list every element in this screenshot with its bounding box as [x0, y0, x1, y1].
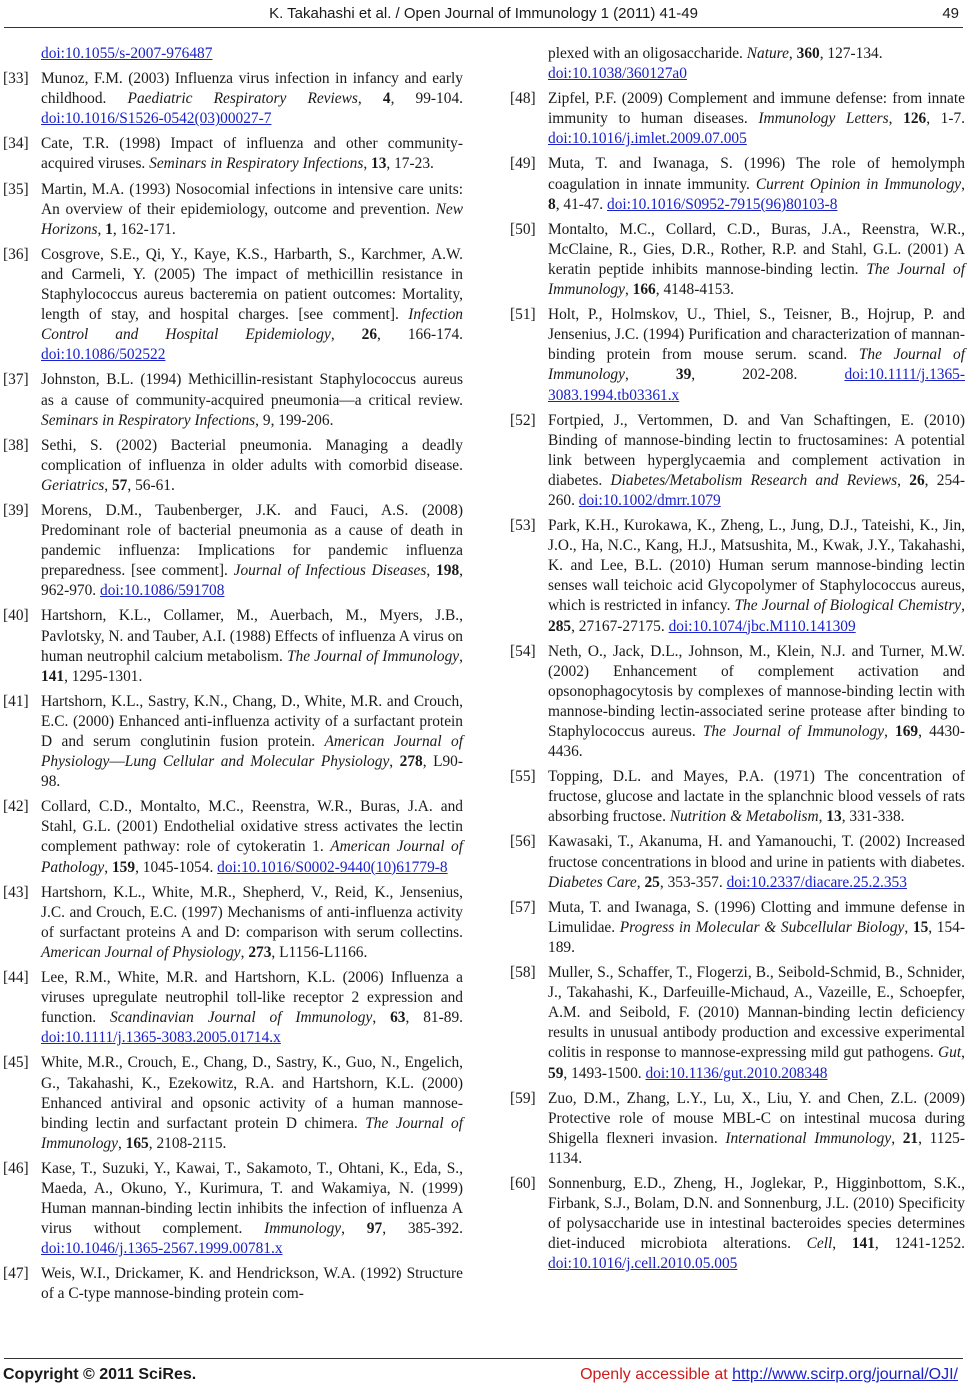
- reference-number: [39]: [3, 501, 29, 519]
- reference-number: [47]: [3, 1265, 29, 1283]
- journal-name: Diabetes/Metabolism Research and Reviews: [610, 471, 898, 489]
- reference-number: [56]: [510, 833, 536, 851]
- reference-entry: [41] Hartshorn, K.L., Sastry, K.N., Chang, D., White, M.R. and Crouch, E.C. (2000) Enhanced anti-influenza activity of a surfactant protein D and serum conglutinin fusion protein. American Journal of Physiology―Lung Cellular and Molecular Physiology, 278, L90-98.: [3, 692, 463, 791]
- reference-entry: [57] Muta, T. and Iwanaga, S. (1996) Clotting and immune defense in Limulidae. Progress in Molecular & Subcellular Biology, 15, 154-189.: [510, 898, 965, 956]
- journal-name: Immunology Letters: [758, 110, 889, 128]
- doi-link[interactable]: doi:10.2337/diacare.25.2.353: [726, 873, 907, 891]
- journal-name: Seminars in Respiratory Infections: [149, 155, 364, 173]
- volume: 141: [851, 1235, 875, 1253]
- journal-name: Progress in Molecular & Subcellular Biology: [619, 918, 905, 936]
- volume: 26: [361, 326, 378, 344]
- volume: 278: [399, 753, 423, 771]
- volume: 1: [105, 220, 113, 238]
- journal-name: American Journal of Physiology―Lung Cellular and Molecular Physiology: [41, 733, 463, 771]
- volume: 13: [371, 155, 387, 173]
- reference-entry: [39] Morens, D.M., Taubenberger, J.K. and Fauci, A.S. (2008) Predominant role of bacterial pneumonia as a cause of death in pandemic influenza: Implications for pandemic influenza preparedness. [see comment]. Journal of Infectious Diseases, 198, 962-970. doi:10.1086/591708: [3, 501, 463, 600]
- reference-entry: [38] Sethi, S. (2002) Bacterial pneumonia. Managing a deadly complication of influenza in older adults with comorbid disease. Geriatrics, 57, 56-61.: [3, 436, 463, 494]
- journal-name: The Journal of Immunology: [548, 346, 965, 384]
- reference-number: [44]: [3, 969, 29, 987]
- reference-entry: [35] Martin, M.A. (1993) Nosocomial infections in intensive care units: An overview of their epidemiology, outcome and prevention. New Horizons, 1, 162-171.: [3, 180, 463, 238]
- journal-name: Paediatric Respiratory Reviews: [127, 90, 358, 108]
- doi-link[interactable]: doi:10.1016/j.imlet.2009.07.005: [548, 130, 747, 148]
- volume: 141: [41, 667, 65, 685]
- page-number: 49: [942, 5, 959, 22]
- reference-number: [38]: [3, 436, 29, 454]
- doi-link[interactable]: doi:10.1016/S1526-0542(03)00027-7: [41, 110, 272, 128]
- reference-number: [57]: [510, 898, 536, 916]
- volume: 4: [382, 90, 391, 108]
- doi-link[interactable]: doi:10.1074/jbc.M110.141309: [668, 617, 856, 635]
- reference-entry: [43] Hartshorn, K.L., White, M.R., Shepherd, V., Reid, K., Jensenius, J.C. and Crouch, E.C. (1997) Mechanisms of anti-influenza activity of surfactant proteins A and D: comparison with serum collectins. American Journal of Physiology, 273, L1156-L1166.: [3, 883, 463, 961]
- volume: 198: [436, 562, 460, 580]
- volume: 26: [909, 471, 925, 489]
- journal-name: The Journal of Immunology: [41, 1114, 463, 1152]
- reference-continuation: [3, 44, 463, 64]
- volume: 166: [632, 281, 656, 299]
- reference-number: [45]: [3, 1054, 29, 1072]
- reference-number: [58]: [510, 964, 536, 982]
- doi-link[interactable]: doi:10.1086/502522: [41, 346, 166, 364]
- journal-name: The Journal of Immunology: [286, 647, 460, 665]
- doi-link[interactable]: doi:10.1086/591708: [100, 582, 225, 600]
- volume: 15: [912, 918, 929, 936]
- volume: 8: [548, 195, 556, 213]
- journal-name: New Horizons: [41, 200, 463, 238]
- reference-entry: [53] Park, K.H., Kurokawa, K., Zheng, L., Jung, D.J., Tateishi, K., Jin, J.O., Ha, N.C., Kang, H.J., Matsushita, M., Kwak, J.Y., Takahashi, K. and Lee, B.L. (2010) Human serum mannose-binding lectin senses wall teichoic acid Glycopolymer of Staphylococcus aureus, which is restricted in infancy. The Journal of Biological Chemistry, 285, 27167-27175. doi:10.1074/jbc.M110.141309: [510, 517, 965, 635]
- reference-entry: [33] Munoz, F.M. (2003) Influenza virus infection in infancy and early childhood. Paediatric Respiratory Reviews, 4, 99-104. doi:10.1016/S1526-0542(03)00027-7: [3, 70, 463, 128]
- reference-entry: [34] Cate, T.R. (1998) Impact of influenza and other community-acquired viruses. Seminars in Respiratory Infections, 13, 17-23.: [3, 135, 463, 173]
- reference-entry: [58] Muller, S., Schaffer, T., Flogerzi, B., Seibold-Schmid, B., Schnider, J., Takahashi, K., Darfeuille-Michaud, A., Vazeille, E., Schoepfer, A.M. and Seibold, F. (2010) Mannan-binding lectin deficiency results in unusual antibody production and excessive experimental colitis in response to mannose-expressing mild gut pathogens. Gut, 59, 1493-1500. doi:10.1136/gut.2010.208348: [510, 964, 965, 1082]
- reference-number: [60]: [510, 1174, 536, 1192]
- journal-name: Gut: [938, 1044, 962, 1062]
- journal-name: Diabetes Care: [548, 873, 637, 891]
- reference-entry: [54] Neth, O., Jack, D.L., Johnson, M., Klein, N.J. and Turner, M.W. (2002) Enhancement of complement activation and opsonophagocytosis by complexes of mannose-binding lectin with mannose-binding lectin-associated serine protease after binding to Staphylococcus aureus. The Journal of Immunology, 169, 4430-4436.: [510, 642, 965, 761]
- reference-number: [34]: [3, 135, 29, 153]
- reference-number: [52]: [510, 411, 536, 429]
- volume: 13: [826, 808, 842, 826]
- doi-link[interactable]: doi:10.1046/j.1365-2567.1999.00781.x: [41, 1240, 283, 1258]
- reference-number: [40]: [3, 607, 29, 625]
- volume: 59: [548, 1064, 564, 1082]
- journal-name: Journal of Infectious Diseases: [233, 562, 427, 580]
- journal-name: Seminars in Respiratory Infections: [41, 411, 256, 429]
- journal-name: Current Opinion in Immunology: [755, 175, 962, 193]
- doi-link[interactable]: doi:10.1002/dmrr.1079: [578, 491, 721, 509]
- journal-url-link[interactable]: http://www.scirp.org/journal/OJI/: [732, 1366, 958, 1383]
- doi-link[interactable]: doi:10.1016/S0952-7915(96)80103-8: [607, 195, 838, 213]
- doi-link[interactable]: doi:10.1016/S0002-9440(10)61779-8: [217, 858, 448, 876]
- journal-name: Infection Control and Hospital Epidemiology: [41, 306, 463, 344]
- reference-entry: [55] Topping, D.L. and Mayes, P.A. (1971) The concentration of fructose, glucose and lactate in the splanchnic blood vessels of rats absorbing fructose. Nutrition & Metabolism, 13, 331-338.: [510, 768, 965, 826]
- reference-entry: [36] Cosgrove, S.E., Qi, Y., Kaye, K.S., Harbarth, S., Karchmer, A.W. and Carmeli, Y. (2005) The impact of methicillin resistance in Staphylococcus aureus bacteremia on patient outcomes: Mortality, length of stay, and hospital charges. [see comment]. Infection Control and Hospital Epidemiology, 26, 166-174. doi:10.1086/502522: [3, 245, 464, 364]
- reference-entry: [46] Kase, T., Suzuki, Y., Kawai, T., Sakamoto, T., Ohtani, K., Eda, S., Maeda, A., Okuno, Y., Kurimura, T. and Wakamiya, N. (1999) Human mannan-binding lectin inhibits the infection of influenza A virus without complement. Immunology, 97, 385-392. doi:10.1046/j.1365-2567.1999.00781.x: [3, 1159, 463, 1258]
- doi-link[interactable]: doi:10.1055/s-2007-976487: [41, 45, 213, 62]
- reference-number: [43]: [3, 883, 29, 901]
- volume: 57: [111, 476, 128, 494]
- doi-link[interactable]: doi:10.1016/j.cell.2010.05.005: [548, 1255, 738, 1273]
- reference-entry: [42] Collard, C.D., Montalto, M.C., Reenstra, W.R., Buras, J.A. and Stahl, G.L. (2001) Endothelial oxidative stress activates the lectin complement pathway: role of cytokeratin 1. American Journal of Pathology, 159, 1045-1054. doi:10.1016/S0002-9440(10)61779-8: [3, 798, 463, 876]
- reference-number: [53]: [510, 517, 536, 535]
- journal-name: American Journal of Pathology: [41, 838, 463, 876]
- volume: 39: [675, 366, 692, 384]
- reference-entry: [56] Kawasaki, T., Akanuma, H. and Yamanouchi, T. (2002) Increased fructose concentrations in blood and urine in patients with diabetes. Diabetes Care, 25, 353-357. doi:10.2337/diacare.25.2.353: [510, 833, 965, 891]
- header-rule: [4, 27, 963, 28]
- running-head: [0, 4, 967, 26]
- doi-link[interactable]: doi:10.1111/j.1365-3083.1994.tb03361.x: [548, 366, 965, 404]
- volume: 169: [895, 723, 919, 740]
- volume: 21: [902, 1129, 919, 1147]
- volume: 285: [548, 617, 572, 635]
- journal-name: Nutrition & Metabolism: [669, 808, 819, 826]
- reference-number: [55]: [510, 768, 536, 786]
- copyright-notice: Copyright © 2011 SciRes.: [3, 1366, 197, 1383]
- running-title: K. Takahashi et al. / Open Journal of Immunology 1 (2011) 41-49: [269, 5, 698, 22]
- reference-entry: [37] Johnston, B.L. (1994) Methicillin-resistant Staphylococcus aureus as a cause of community-acquired pneumonia―a critical review. Seminars in Respiratory Infections, 9, 199-206.: [3, 371, 463, 429]
- doi-link[interactable]: doi:10.1136/gut.2010.208348: [645, 1064, 828, 1082]
- references-left-column: [3, 44, 463, 1310]
- reference-number: [42]: [3, 798, 29, 816]
- reference-entry: [59] Zuo, D.M., Zhang, L.Y., Lu, X., Liu, Y. and Chen, Z.L. (2009) Protective role of mouse MBL-C on intestinal mucosa during Shigella flexneri invasion. International Immunology, 21, 1125-1134.: [510, 1089, 965, 1167]
- reference-number: [35]: [3, 180, 29, 198]
- volume: 165: [125, 1134, 149, 1152]
- reference-entry: [44] Lee, R.M., White, M.R. and Hartshorn, K.L. (2006) Influenza a viruses upregulate neutrophil toll-like receptor 2 expression and function. Scandinavian Journal of Immunology, 63, 81-89. doi:10.1111/j.1365-3083.2005.01714.x: [3, 969, 463, 1047]
- reference-entry: [49] Muta, T. and Iwanaga, S. (1996) The role of hemolymph coagulation in innate immunity. Current Opinion in Immunology, 8, 41-47. doi:10.1016/S0952-7915(96)80103-8: [510, 155, 965, 213]
- journal-name: Cell: [806, 1235, 833, 1253]
- volume: 126: [903, 110, 927, 128]
- journal-name: Geriatrics: [41, 476, 105, 494]
- reference-entry: [48] Zipfel, P.F. (2009) Complement and immune defense: from innate immunity to human diseases. Immunology Letters, 126, 1-7. doi:10.1016/j.imlet.2009.07.005: [510, 90, 966, 148]
- volume: 273: [248, 943, 272, 961]
- journal-name: The Journal of Immunology: [548, 260, 965, 299]
- reference-number: [37]: [3, 371, 29, 389]
- references-right-column: [510, 44, 965, 1279]
- reference-number: [46]: [3, 1159, 29, 1177]
- reference-number: [48]: [510, 90, 536, 108]
- reference-entry: [40] Hartshorn, K.L., Collamer, M., Auerbach, M., Myers, J.B., Pavlotsky, N. and Tauber, A.I. (1988) Effects of influenza A virus on human neutrophil calcium metabolism. The Journal of Immunology, 141, 1295-1301.: [3, 607, 463, 685]
- volume: 25: [644, 873, 660, 891]
- reference-continuation: plexed with an oligosaccharide. Nature, 360, 127-134. doi:10.1038/360127a0: [548, 45, 883, 83]
- reference-entry: [52] Fortpied, J., Vertommen, D. and Van Schaftingen, E. (2010) Binding of mannose-binding lectin to fructosamines: A potential link between hyperglycaemia and complement activation in diabetes. Diabetes/Metabolism Research and Reviews, 26, 254-260. doi:10.1002/dmrr.1079: [510, 411, 965, 509]
- page-footer: [0, 1361, 967, 1387]
- reference-entry: [51] Holt, P., Holmskov, U., Thiel, S., Teisner, B., Hojrup, P. and Jensenius, J.C. (1994) Purification and characterization of mannan-binding protein from mouse serum. scand. The Journal of Immunology, 39, 202-208. doi:10.1111/j.1365-3083.1994.tb03361.x: [510, 306, 965, 404]
- reference-number: [36]: [3, 245, 29, 263]
- volume: 63: [390, 1009, 406, 1027]
- reference-entry: [45] White, M.R., Crouch, E., Chang, D., Sastry, K., Guo, N., Engelich, G., Takahashi, K., Ezekowitz, R.A. and Hartshorn, K.L. (2000) Enhanced antiviral and opsonic activity of a human mannose-binding lectin and surfactant protein D chimera. The Journal of Immunology, 165, 2108-2115.: [3, 1054, 463, 1152]
- reference-number: [51]: [510, 306, 536, 324]
- footer-rule: [4, 1358, 963, 1359]
- reference-number: [49]: [510, 155, 536, 173]
- journal-name: Scandinavian Journal of Immunology: [110, 1009, 373, 1027]
- journal-name: The Journal of Immunology: [702, 723, 885, 740]
- open-access-notice: Openly accessible at http://www.scirp.org/journal/OJI/: [580, 1366, 958, 1383]
- reference-entry: [60] Sonnenburg, E.D., Zheng, H., Joglekar, P., Higginbottom, S.K., Firbank, S.J., Bolam, D.N. and Sonnenburg, J.L. (2010) Specificity of polysaccharide use in intestinal bacteroides species determines diet-induced microbiota alterations. Cell, 141, 1241-1252. doi:10.1016/j.cell.2010.05.005: [510, 1174, 965, 1273]
- reference-number: [50]: [510, 220, 536, 238]
- doi-link[interactable]: doi:10.1111/j.1365-3083.2005.01714.x: [41, 1029, 281, 1047]
- volume: 159: [111, 858, 136, 876]
- journal-name: International Immunology: [725, 1129, 892, 1147]
- journal-name: American Journal of Physiology: [41, 943, 241, 961]
- reference-number: [59]: [510, 1089, 536, 1107]
- reference-entry: [47] Weis, W.I., Drickamer, K. and Hendrickson, W.A. (1992) Structure of a C-type mannose-binding protein com-: [3, 1265, 463, 1303]
- reference-number: [54]: [510, 642, 536, 660]
- reference-number: [41]: [3, 692, 29, 710]
- journal-name: The Journal of Biological Chemistry: [734, 597, 962, 615]
- journal-name: Immunology: [264, 1220, 342, 1238]
- reference-entry: [50] Montalto, M.C., Collard, C.D., Buras, J.A., Reenstra, W.R., McClaine, R., Gies, D.R., Rother, R.P. and Stahl, G.L. (2001) A keratin peptide inhibits mannose-binding lectin. The Journal of Immunology, 166, 4148-4153.: [510, 220, 965, 299]
- reference-number: [33]: [3, 70, 29, 88]
- doi-link[interactable]: doi:10.1038/360127a0: [548, 65, 687, 83]
- volume: 97: [366, 1220, 383, 1238]
